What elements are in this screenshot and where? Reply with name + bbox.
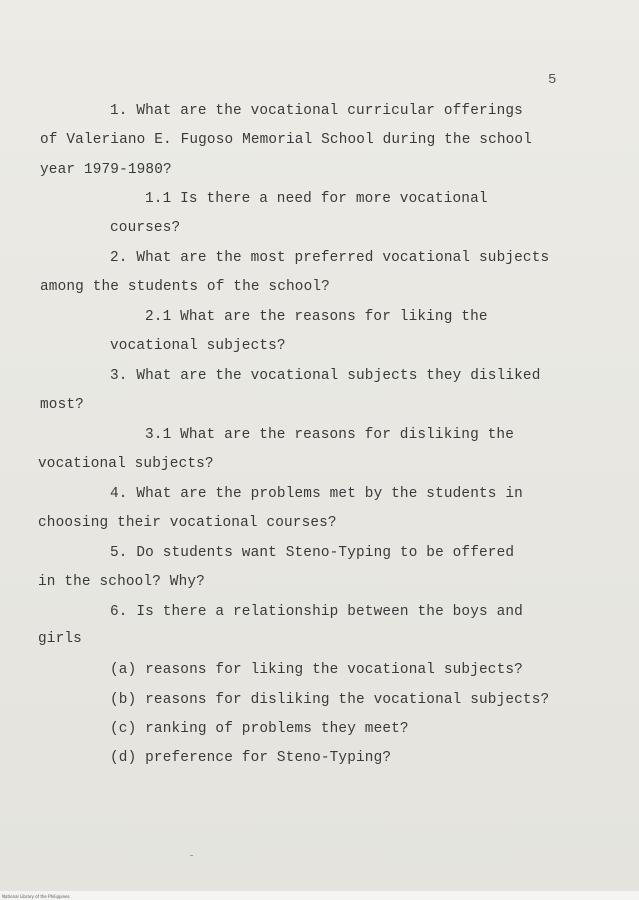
q5-line-2: in the school? Why? xyxy=(38,574,205,590)
q3-line-1: 3. What are the vocational subjects they disliked xyxy=(110,368,541,384)
q2-1-line-2: vocational subjects? xyxy=(110,338,286,354)
scan-bottom-edge xyxy=(0,891,639,900)
q3-1-line-1: 3.1 What are the reasons for disliking the xyxy=(145,427,515,443)
q6-item-d: (d) preference for Steno-Typing? xyxy=(110,750,392,766)
q1-line-1: 1. What are the vocational curricular offerings xyxy=(110,103,523,119)
q1-1-line-2: courses? xyxy=(110,220,181,236)
q4-line-1: 4. What are the problems met by the students in xyxy=(110,486,523,502)
q2-1-line-1: 2.1 What are the reasons for liking the xyxy=(145,309,488,325)
q6-item-c: (c) ranking of problems they meet? xyxy=(110,721,409,737)
q1-line-3: year 1979-1980? xyxy=(40,162,172,178)
q6-line-2: girls xyxy=(38,631,82,647)
paper-speck xyxy=(190,855,193,856)
q1-line-2: of Valeriano E. Fugoso Memorial School during the school xyxy=(40,132,533,148)
q6-item-a: (a) reasons for liking the vocational subjects? xyxy=(110,662,523,678)
q3-line-2: most? xyxy=(40,397,84,413)
q3-1-line-2: vocational subjects? xyxy=(38,456,214,472)
q6-item-b: (b) reasons for disliking the vocational subjects? xyxy=(110,692,550,708)
library-footer: National Library of the Philippines xyxy=(2,894,70,899)
q2-line-1: 2. What are the most preferred vocational subjects xyxy=(110,250,550,266)
q2-line-2: among the students of the school? xyxy=(40,279,330,295)
q6-line-1: 6. Is there a relationship between the boys and xyxy=(110,604,523,620)
q1-1-line-1: 1.1 Is there a need for more vocational xyxy=(145,191,488,207)
page-number: 5 xyxy=(548,72,557,88)
q5-line-1: 5. Do students want Steno-Typing to be offered xyxy=(110,545,515,561)
q4-line-2: choosing their vocational courses? xyxy=(38,515,337,531)
